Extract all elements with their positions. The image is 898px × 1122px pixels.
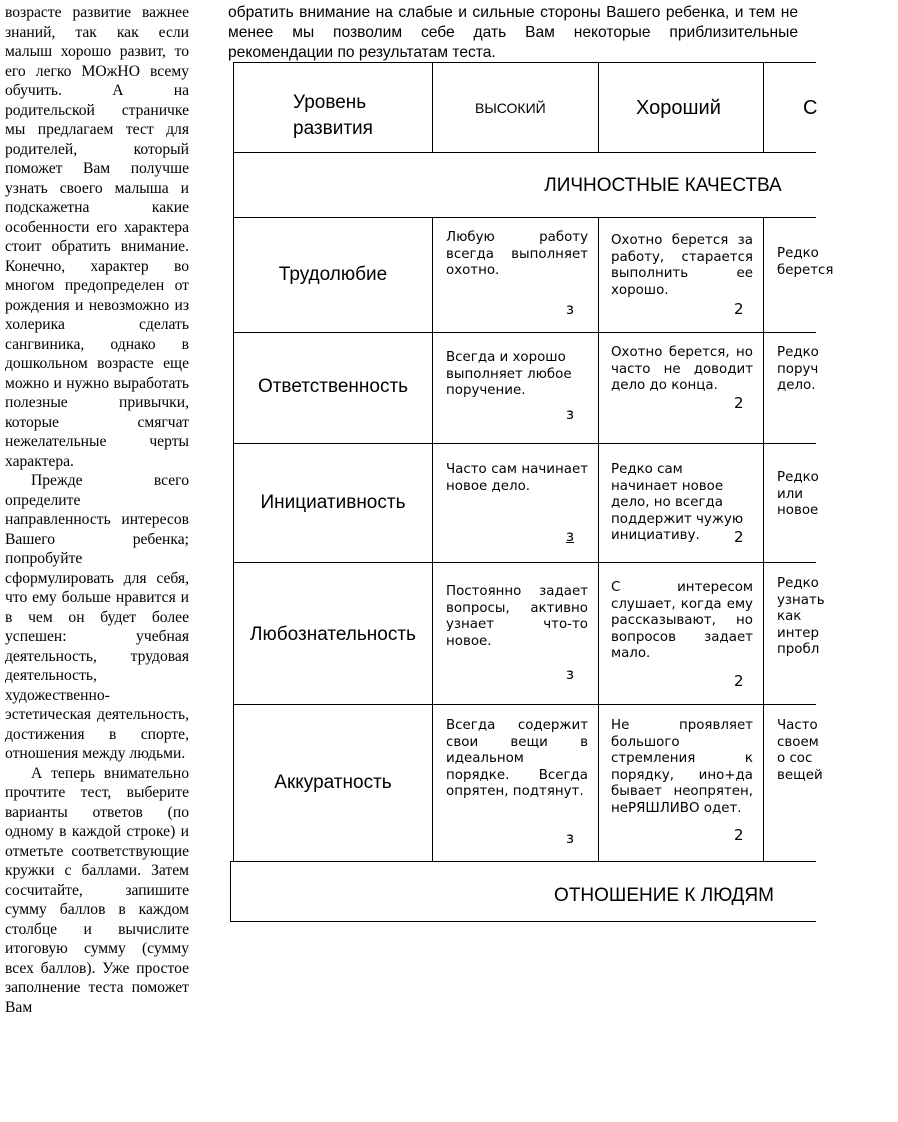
table-col-line (432, 62, 433, 152)
high-description: Всегда содержит свои вещи в идеальном порядке. Всегда опрятен, подтянут. (446, 718, 588, 799)
cut-description: Редко или новое (777, 470, 819, 518)
cut-description: Часто своем о сос вещей (777, 718, 823, 783)
cut-description: Редко узнать как интер пробл (777, 576, 825, 657)
good-score[interactable]: 2 (734, 672, 744, 690)
table-border-top (233, 62, 816, 63)
trait-label: Инициативность (260, 492, 406, 513)
good-description: Охотно берется, но часто не доводит дело до конца. (611, 345, 753, 393)
good-description: Редко сам начинает новое дело, но всегда поддержит чужую инициативу. (611, 462, 744, 543)
section-personal-title: ЛИЧНОСТНЫЕ КАЧЕСТВА (544, 175, 782, 196)
high-score[interactable]: з (566, 405, 574, 423)
table-line (233, 152, 816, 153)
trait-label: Ответственность (257, 376, 409, 397)
header-cut: С (803, 97, 818, 119)
cut-description: Редко поруч дело. (777, 345, 819, 393)
high-score[interactable]: з (566, 665, 574, 683)
header-level: Уровень развития (293, 92, 373, 139)
good-description: Охотно берется за работу, старается выполнить ее хорошо. (611, 233, 753, 298)
table-line (233, 217, 816, 218)
good-description: Не проявляет большого стремления к порядку, ино+да бывает неопрятен, неРЯШЛИВО одет. (611, 718, 753, 816)
section-people-title: ОТНОШЕНИЕ К ЛЮДЯМ (554, 885, 774, 906)
high-score[interactable]: з (566, 829, 574, 847)
header-high: ВЫСОКИЙ (475, 100, 546, 116)
table-border-left (233, 62, 234, 861)
table-border-bottom (230, 921, 816, 922)
high-score[interactable]: з (566, 527, 574, 545)
table-border-left (230, 861, 231, 921)
table-col-line (763, 217, 764, 861)
table-col-line (598, 217, 599, 861)
paragraph: А теперь внимательно прочтите тест, выберите варианты ответов (по одному в каждой строке) и отметьте соответствующие кружки с баллами. Затем сосчитайте, запишите сумму баллов в каждом столбце и вычислите итоговую сумму (сумму всех баллов). Уже простое заполнение теста поможет Вам (5, 764, 189, 1016)
paragraph: возрасте развитие важнее знаний, так как если малыш хорошо развит, то его легко МОжНО всему обучить. А на родительской страничке мы предлагаем тест для родителей, который поможет Вам получше узнать своего малыша и подскажетна какие особенности его характера стоит обратить внимание. Конечно, характер во многом предопределен от рождения и невозможно из холерика сделать сангвиника, однако в дошкольном возрасте еще можно и нужно выработать полезные привычки, которые смягчат нежелательные черты характера. (5, 4, 189, 470)
table-col-line (763, 62, 764, 152)
left-text-column (5, 3, 189, 1017)
trait-label: Аккуратность (274, 772, 392, 793)
table-line (233, 332, 816, 333)
intro-text: обратить внимание на слабые и сильные стороны Вашего ребенка, и тем не менее мы позволим себе дать Вам некоторые приблизительные рекомендации по результатам теста. (228, 4, 798, 61)
good-description: С интересом слушает, когда ему рассказывают, но вопросов задает мало. (611, 580, 753, 661)
high-description: Всегда и хорошо выполняет любое поручение. (446, 350, 572, 398)
paragraph: Прежде всего определите направленность интересов Вашего ребенка; попробуйте сформулировать для себя, что ему больше нравится и в чем он будет более успешен: учебная деятельность, трудовая деятельность, художественно-эстетическая деятельность, достижения в спорте, отношения между людьми. (5, 472, 189, 762)
header-good: Хороший (636, 97, 721, 119)
good-score[interactable]: 2 (734, 300, 744, 318)
table-line (233, 562, 816, 563)
high-description: Постоянно задает вопросы, активно узнает что-то новое. (446, 584, 588, 649)
high-description: Часто сам начинает новое дело. (446, 462, 588, 494)
table-col-line (598, 62, 599, 152)
trait-label: Трудолюбие (278, 264, 388, 285)
good-score[interactable]: 2 (734, 826, 744, 844)
table-line (233, 443, 816, 444)
good-score[interactable]: 2 (734, 528, 744, 546)
high-score[interactable]: з (566, 300, 574, 318)
table-col-line (432, 217, 433, 861)
cut-description: Редко берется (777, 246, 834, 278)
table-line (230, 861, 816, 862)
trait-label: Любознательность (250, 624, 416, 645)
table-line (233, 704, 816, 705)
good-score[interactable]: 2 (734, 394, 744, 412)
high-description: Любую работу всегда выполняет охотно. (446, 230, 588, 278)
